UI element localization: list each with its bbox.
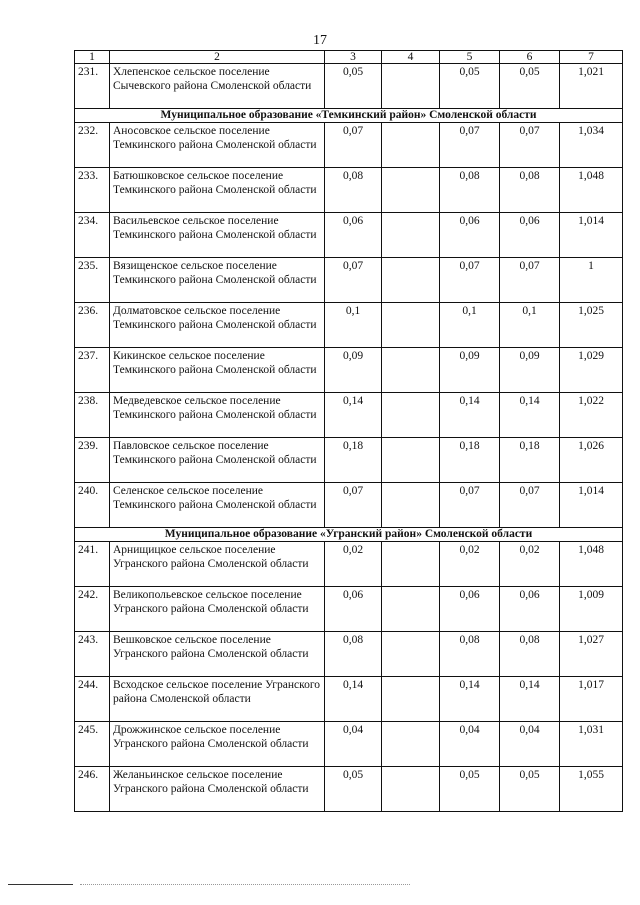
header-cell: 1 <box>75 51 110 64</box>
row-number: 242. <box>75 587 110 632</box>
table-row <box>75 722 623 767</box>
value-col-7: 1,034 <box>560 123 623 168</box>
value-col-3: 0,14 <box>325 393 382 438</box>
row-number: 236. <box>75 303 110 348</box>
value-col-5: 0,14 <box>440 677 500 722</box>
value-col-5: 0,05 <box>440 64 500 109</box>
row-number: 232. <box>75 123 110 168</box>
value-col-6: 0,05 <box>500 64 560 109</box>
row-number: 246. <box>75 767 110 812</box>
settlement-name: Вешковское сельское поселение Угранского района Смоленской области <box>110 632 325 677</box>
footer-dotted-rule <box>80 884 410 885</box>
value-col-7: 1,014 <box>560 483 623 528</box>
row-number: 240. <box>75 483 110 528</box>
settlement-name: Васильевское сельское поселение Темкинского района Смоленской области <box>110 213 325 258</box>
row-number: 238. <box>75 393 110 438</box>
row-number: 231. <box>75 64 110 109</box>
value-col-3: 0,07 <box>325 258 382 303</box>
table-row <box>75 123 623 168</box>
value-col-6: 0,07 <box>500 123 560 168</box>
value-col-7: 1,048 <box>560 542 623 587</box>
value-col-7: 1,022 <box>560 393 623 438</box>
table-row <box>75 64 623 109</box>
value-col-4 <box>382 438 440 483</box>
value-col-6: 0,04 <box>500 722 560 767</box>
value-col-5: 0,07 <box>440 483 500 528</box>
value-col-5: 0,1 <box>440 303 500 348</box>
value-col-3: 0,14 <box>325 677 382 722</box>
value-col-6: 0,08 <box>500 168 560 213</box>
table-row <box>75 767 623 812</box>
table-row <box>75 348 623 393</box>
value-col-5: 0,07 <box>440 123 500 168</box>
row-number: 245. <box>75 722 110 767</box>
value-col-5: 0,08 <box>440 168 500 213</box>
value-col-6: 0,08 <box>500 632 560 677</box>
value-col-4 <box>382 258 440 303</box>
value-col-4 <box>382 348 440 393</box>
value-col-6: 0,06 <box>500 213 560 258</box>
value-col-4 <box>382 483 440 528</box>
value-col-6: 0,06 <box>500 587 560 632</box>
value-col-4 <box>382 64 440 109</box>
value-col-7: 1,029 <box>560 348 623 393</box>
value-col-3: 0,07 <box>325 483 382 528</box>
table-row <box>75 303 623 348</box>
table-row <box>75 632 623 677</box>
section-heading-row <box>75 109 623 123</box>
header-cell: 6 <box>500 51 560 64</box>
value-col-3: 0,08 <box>325 632 382 677</box>
value-col-7: 1,021 <box>560 64 623 109</box>
row-number: 235. <box>75 258 110 303</box>
value-col-7: 1,014 <box>560 213 623 258</box>
header-cell: 4 <box>382 51 440 64</box>
value-col-5: 0,06 <box>440 587 500 632</box>
value-col-5: 0,08 <box>440 632 500 677</box>
value-col-6: 0,09 <box>500 348 560 393</box>
row-number: 237. <box>75 348 110 393</box>
value-col-3: 0,04 <box>325 722 382 767</box>
value-col-4 <box>382 722 440 767</box>
row-number: 241. <box>75 542 110 587</box>
value-col-7: 1,048 <box>560 168 623 213</box>
value-col-4 <box>382 632 440 677</box>
settlement-name: Кикинское сельское поселение Темкинского района Смоленской области <box>110 348 325 393</box>
value-col-6: 0,1 <box>500 303 560 348</box>
table-row <box>75 483 623 528</box>
value-col-7: 1,017 <box>560 677 623 722</box>
value-col-6: 0,14 <box>500 677 560 722</box>
header-cell: 7 <box>560 51 623 64</box>
value-col-7: 1,009 <box>560 587 623 632</box>
value-col-5: 0,04 <box>440 722 500 767</box>
table-header-row <box>75 51 623 64</box>
section-heading: Муниципальное образование «Темкинский район» Смоленской области <box>75 109 623 123</box>
value-col-3: 0,05 <box>325 767 382 812</box>
footer-rule <box>8 884 73 885</box>
value-col-6: 0,18 <box>500 438 560 483</box>
header-cell: 2 <box>110 51 325 64</box>
page-number: 17 <box>313 33 327 48</box>
settlement-name: Селенское сельское поселение Темкинского района Смоленской области <box>110 483 325 528</box>
settlement-name: Желаньинское сельское поселение Угранского района Смоленской области <box>110 767 325 812</box>
value-col-4 <box>382 587 440 632</box>
value-col-5: 0,07 <box>440 258 500 303</box>
value-col-7: 1,027 <box>560 632 623 677</box>
value-col-3: 0,18 <box>325 438 382 483</box>
row-number: 239. <box>75 438 110 483</box>
section-heading-row <box>75 528 623 542</box>
settlement-name: Павловское сельское поселение Темкинского района Смоленской области <box>110 438 325 483</box>
table-row <box>75 677 623 722</box>
value-col-7: 1,055 <box>560 767 623 812</box>
row-number: 233. <box>75 168 110 213</box>
value-col-3: 0,1 <box>325 303 382 348</box>
settlement-name: Дрожжинское сельское поселение Угранского района Смоленской области <box>110 722 325 767</box>
settlement-name: Арнищицкое сельское поселение Угранского района Смоленской области <box>110 542 325 587</box>
value-col-4 <box>382 168 440 213</box>
value-col-6: 0,07 <box>500 258 560 303</box>
value-col-3: 0,07 <box>325 123 382 168</box>
allocation-table <box>74 50 623 812</box>
value-col-3: 0,08 <box>325 168 382 213</box>
settlement-name: Хлепенское сельское поселение Сычевского района Смоленской области <box>110 64 325 109</box>
settlement-name: Аносовское сельское поселение Темкинского района Смоленской области <box>110 123 325 168</box>
value-col-4 <box>382 767 440 812</box>
value-col-5: 0,18 <box>440 438 500 483</box>
value-col-6: 0,14 <box>500 393 560 438</box>
value-col-4 <box>382 393 440 438</box>
table-row <box>75 393 623 438</box>
header-cell: 5 <box>440 51 500 64</box>
settlement-name: Батюшковское сельское поселение Темкинского района Смоленской области <box>110 168 325 213</box>
value-col-7: 1 <box>560 258 623 303</box>
value-col-5: 0,02 <box>440 542 500 587</box>
value-col-4 <box>382 213 440 258</box>
value-col-5: 0,06 <box>440 213 500 258</box>
value-col-4 <box>382 677 440 722</box>
value-col-6: 0,07 <box>500 483 560 528</box>
row-number: 234. <box>75 213 110 258</box>
value-col-6: 0,05 <box>500 767 560 812</box>
value-col-5: 0,05 <box>440 767 500 812</box>
value-col-3: 0,02 <box>325 542 382 587</box>
settlement-name: Долматовское сельское поселение Темкинского района Смоленской области <box>110 303 325 348</box>
value-col-7: 1,025 <box>560 303 623 348</box>
settlement-name: Всходское сельское поселение Угранского района Смоленской области <box>110 677 325 722</box>
value-col-4 <box>382 123 440 168</box>
value-col-3: 0,05 <box>325 64 382 109</box>
value-col-6: 0,02 <box>500 542 560 587</box>
table-row <box>75 587 623 632</box>
table-row <box>75 542 623 587</box>
header-cell: 3 <box>325 51 382 64</box>
value-col-7: 1,031 <box>560 722 623 767</box>
settlement-name: Великопольевское сельское поселение Угранского района Смоленской области <box>110 587 325 632</box>
value-col-3: 0,06 <box>325 213 382 258</box>
value-col-3: 0,09 <box>325 348 382 393</box>
value-col-3: 0,06 <box>325 587 382 632</box>
table-row <box>75 168 623 213</box>
value-col-5: 0,14 <box>440 393 500 438</box>
value-col-4 <box>382 303 440 348</box>
table-row <box>75 258 623 303</box>
row-number: 244. <box>75 677 110 722</box>
row-number: 243. <box>75 632 110 677</box>
value-col-4 <box>382 542 440 587</box>
settlement-name: Вязищенское сельское поселение Темкинского района Смоленской области <box>110 258 325 303</box>
value-col-7: 1,026 <box>560 438 623 483</box>
table-row <box>75 438 623 483</box>
table-row <box>75 213 623 258</box>
section-heading: Муниципальное образование «Угранский район» Смоленской области <box>75 528 623 542</box>
value-col-5: 0,09 <box>440 348 500 393</box>
settlement-name: Медведевское сельское поселение Темкинского района Смоленской области <box>110 393 325 438</box>
